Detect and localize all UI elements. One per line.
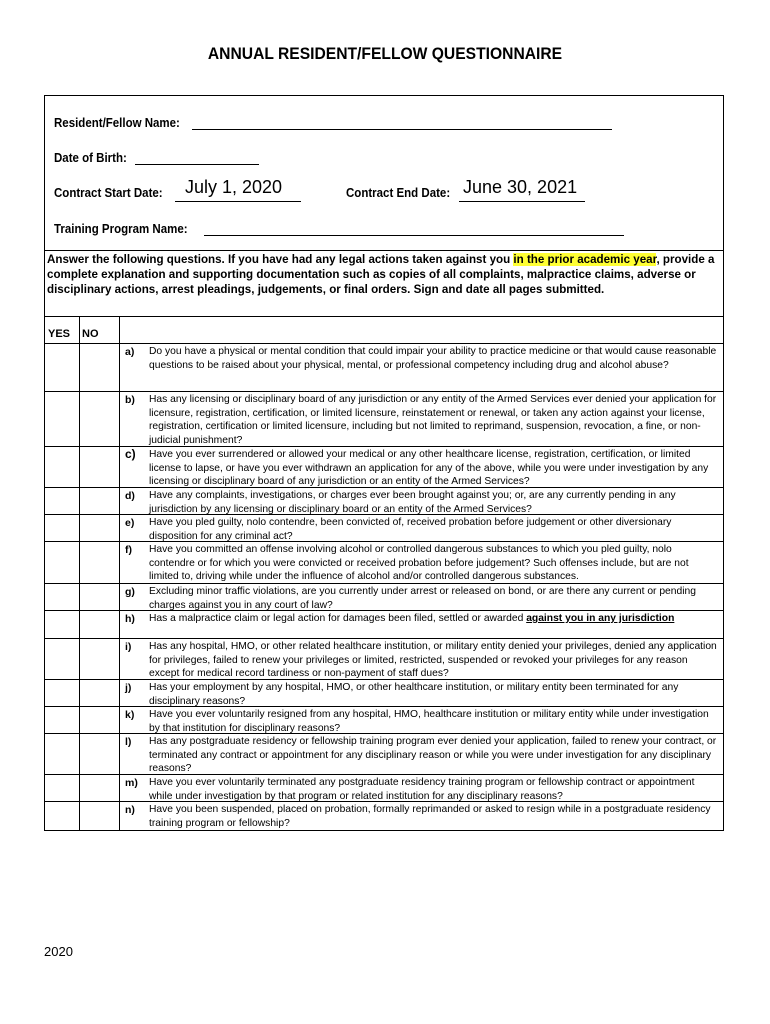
no-column-header: NO xyxy=(82,328,99,340)
question-row xyxy=(45,706,723,734)
end-date-value: June 30, 2021 xyxy=(463,177,578,197)
start-date-label: Contract Start Date: xyxy=(54,186,163,200)
question-text: Excluding minor traffic violations, are you currently under arrest or released on bond, or are there any current or pending charges against you in any court of law? xyxy=(149,586,696,611)
question-text: Has any hospital, HMO, or other related healthcare institution, or military entity denied your privileges, denied any application for privileges, failed to renew your privileges or limited, restricted, suspended or revoked your privileges for any reason except for medical record tardiness or non-payment of staff dues? xyxy=(149,641,717,680)
instructions-highlight: in the prior academic year xyxy=(513,253,657,266)
question-label: j) xyxy=(125,682,132,694)
question-row xyxy=(45,487,723,515)
question-row xyxy=(45,610,723,639)
end-date-field[interactable] xyxy=(459,201,585,202)
instructions-part1: Answer the following questions. If you have had any legal actions taken against you xyxy=(47,253,514,266)
yes-column-header: YES xyxy=(48,328,71,340)
question-label: d) xyxy=(125,490,135,502)
question-label: f) xyxy=(125,544,132,556)
question-row xyxy=(45,679,723,707)
footer-year: 2020 xyxy=(44,944,73,959)
question-text: Have you committed an offense involving alcohol or controlled dangerous substances to which you pled guilty, nolo contendre or for which you were convicted or received probation before judgement? Such offenses include, but are not limited to, driving while under the influence of alcohol and/or controlled dangerous substances. xyxy=(149,544,689,583)
question-row xyxy=(45,541,723,584)
question-row xyxy=(45,801,723,831)
question-label: m) xyxy=(125,777,138,789)
questionnaire-form xyxy=(44,95,724,831)
question-label: l) xyxy=(125,736,132,748)
question-row xyxy=(45,638,723,680)
question-row xyxy=(45,733,723,775)
question-label: i) xyxy=(125,641,132,653)
question-label: b) xyxy=(125,394,135,406)
question-label: e) xyxy=(125,517,135,529)
form-header xyxy=(45,96,723,251)
instructions-part2: , provide a complete explanation and supporting documentation such as copies of all complaints, malpractice claims, adverse or disciplinary actions, arrest pleadings, judgements, or final orders. Sign and date all pages submitted. xyxy=(47,253,715,297)
question-label: h) xyxy=(125,613,135,625)
question-text: Have you ever surrendered or allowed your medical or any other healthcare license, registration, certification, or limited license to lapse, or have you ever withdrawn an application for any of the above, while you were under investigation by any licensing or disciplinary board of any jurisdiction or an entity of the Armed Services? xyxy=(149,449,709,488)
question-label: a) xyxy=(125,346,135,358)
instructions xyxy=(47,252,719,298)
question-text: Have you ever voluntarily terminated any postgraduate residency training program or fellowship contract or appointment while under investigation by that program or related institution for any disciplinary reasons? xyxy=(149,777,695,802)
question-row xyxy=(45,583,723,611)
question-row xyxy=(45,446,723,488)
question-row xyxy=(45,391,723,447)
end-date-label: Contract End Date: xyxy=(346,186,451,200)
question-row xyxy=(45,514,723,542)
question-text: Do you have a physical or mental condition that could impair your ability to practice medicine or that would cause reasonable questions to be raised about your physical, mental, or professional competency including drug and alcohol abuse? xyxy=(149,346,717,371)
name-label: Resident/Fellow Name: xyxy=(54,116,180,130)
question-text: Have you ever voluntarily resigned from any hospital, HMO, healthcare institution or military entity while under investigation by that institution for disciplinary reasons? xyxy=(149,709,709,734)
question-text-emphasis: against you in any jurisdiction xyxy=(526,613,675,624)
question-text xyxy=(149,612,717,626)
question-text: Have any complaints, investigations, or charges ever been brought against you; or, are any currently pending in any jurisdiction by any licensing or disciplinary board or an entity of the Armed Services? xyxy=(149,490,676,515)
question-row xyxy=(45,343,723,392)
question-label: n) xyxy=(125,804,135,816)
dob-label: Date of Birth: xyxy=(54,151,127,165)
start-date-value: July 1, 2020 xyxy=(185,177,283,197)
question-text: Have you been suspended, placed on probation, formally reprimanded or asked to resign while in a postgraduate residency training program or fellowship? xyxy=(149,804,711,829)
question-text: Have you pled guilty, nolo contendre, been convicted of, received probation before judgement or other diversionary disposition for any criminal act? xyxy=(149,517,672,542)
questions-table xyxy=(45,316,723,831)
instructions-divider xyxy=(45,316,723,317)
program-field[interactable] xyxy=(204,235,624,236)
page-title: ANNUAL RESIDENT/FELLOW QUESTIONNAIRE xyxy=(207,44,563,63)
question-text: Has any postgraduate residency or fellowship training program ever denied your application, failed to renew your contract, or terminated any contract or appointment for any disciplinary reason or while you were under investigation for any disciplinary reasons? xyxy=(149,736,717,775)
question-text-main: Has a malpractice claim or legal action for damages been filed, settled or awarded xyxy=(149,613,527,624)
dob-field[interactable] xyxy=(135,164,259,165)
question-label: c) xyxy=(125,447,136,461)
question-label: g) xyxy=(125,586,135,598)
question-row xyxy=(45,774,723,802)
question-text: Has your employment by any hospital, HMO, or other healthcare institution, or military entity been terminated for any disciplinary reasons? xyxy=(149,682,679,707)
program-label: Training Program Name: xyxy=(54,222,188,236)
name-field[interactable] xyxy=(192,129,612,130)
start-date-field[interactable] xyxy=(175,201,301,202)
question-label: k) xyxy=(125,709,135,721)
question-text: Has any licensing or disciplinary board of any jurisdiction or any entity of the Armed Services ever denied your application for licensure, registration, certification, or limited licensure, reinstatement or renewal, or taken any action against your license, registration, certification or limited licensure, including but not limited to reprimand, suspension, revocation, a fine, or non- judicial punishment? xyxy=(149,394,717,446)
